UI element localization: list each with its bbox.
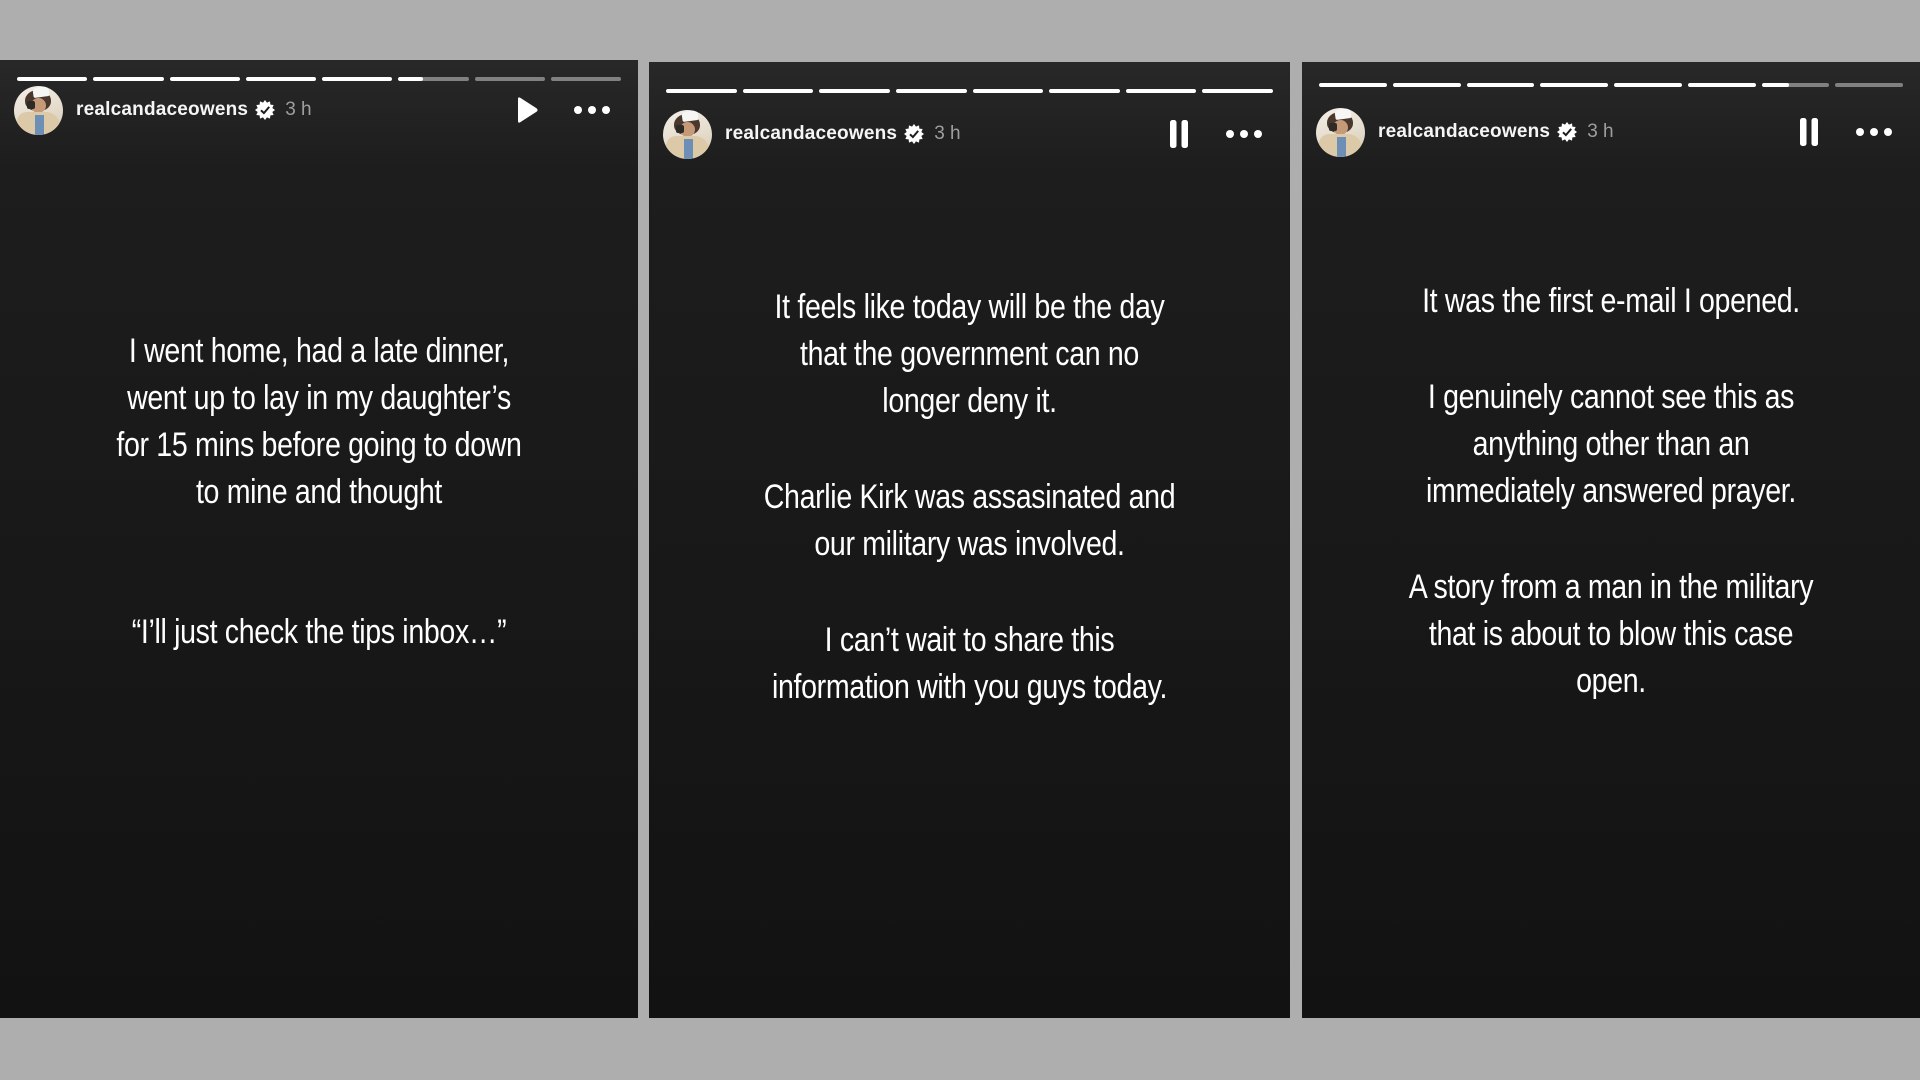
avatar-cap-shape [32,86,49,98]
progress-segment [551,77,621,81]
progress-segment [1688,83,1756,87]
story-panel-1[interactable] [0,60,638,1018]
more-options-button[interactable] [1226,130,1262,138]
progress-segment [475,77,545,81]
story-header [663,106,1272,162]
story-paragraph [59,328,578,516]
story-paragraph [1360,278,1862,325]
progress-segment [1467,83,1535,87]
story-text [1360,278,1862,705]
avatar-cap-shape [681,110,698,122]
story-header [1316,104,1902,160]
progress-segment [1202,89,1273,93]
story-paragraph [1360,374,1862,515]
more-options-button[interactable] [1856,128,1892,136]
story-header [14,82,620,138]
story-panel-2[interactable] [649,62,1290,1018]
story-text [709,284,1231,711]
story-text-line: longer deny it. [882,382,1057,420]
playback-toggle-button[interactable] [1164,118,1194,150]
story-paragraph [709,284,1231,425]
story-text-line: that is about to blow this case [1428,615,1794,653]
dot-icon [602,106,610,114]
story-text-line: immediately answered prayer. [1426,472,1796,510]
progress-segment [1393,83,1461,87]
progress-segment [1614,83,1682,87]
story-text-line: I went home, had a late dinner, [128,332,510,370]
progress-segment [743,89,814,93]
pause-icon [1168,120,1190,148]
progress-segment [93,77,163,81]
avatar-shirt-shape [35,115,44,135]
story-paragraph [1360,564,1862,705]
playback-toggle-button[interactable] [1794,116,1824,148]
timestamp: 3 h [934,123,961,144]
play-icon [515,96,539,124]
dot-icon [1240,130,1248,138]
dot-icon [574,106,582,114]
story-text-line: I can’t wait to share this [824,621,1115,659]
playback-toggle-button[interactable] [512,94,542,126]
story-text-line: anything other than an [1472,425,1750,463]
progress-segment [246,77,316,81]
story-text-line: our military was involved. [814,525,1125,563]
avatar[interactable] [663,110,712,159]
story-paragraph [59,609,578,656]
progress-segment [1319,83,1387,87]
progress-segment [170,77,240,81]
story-paragraph [709,474,1231,568]
avatar[interactable] [14,86,63,135]
username[interactable]: realcandaceowens [725,123,898,144]
dot-icon [1226,130,1234,138]
avatar[interactable] [1316,108,1365,157]
progress-segment [1762,83,1830,87]
dot-icon [588,106,596,114]
story-text-line: It feels like today will be the day [774,288,1165,326]
progress-segment [398,77,468,81]
verified-badge-icon [904,124,924,144]
avatar-camera-shape [27,101,35,109]
progress-segment [322,77,392,81]
story-paragraph [709,617,1231,711]
story-text-line: It was the first e-mail I opened. [1422,282,1800,320]
avatar-camera-shape [1329,123,1337,131]
progress-segment [973,89,1044,93]
story-progress-bar [17,77,621,81]
pause-icon [1798,118,1820,146]
story-progress-bar [666,89,1273,93]
more-options-button[interactable] [574,106,610,114]
avatar-shirt-shape [1337,137,1346,157]
dot-icon [1254,130,1262,138]
progress-segment [17,77,87,81]
story-text-line: “I’ll just check the tips inbox…” [131,613,507,651]
progress-segment [896,89,967,93]
avatar-shirt-shape [684,139,693,159]
username[interactable]: realcandaceowens [76,99,249,120]
progress-segment [819,89,890,93]
story-text-line: information with you guys today. [771,668,1168,706]
progress-segment [1049,89,1120,93]
story-text-line: A story from a man in the military [1408,568,1814,606]
story-text-line: for 15 mins before going to down [116,426,522,464]
verified-badge-icon [1557,122,1577,142]
progress-segment [1835,83,1903,87]
story-text-line: to mine and thought [195,473,443,511]
story-panel-3[interactable] [1302,62,1920,1018]
progress-segment [666,89,737,93]
progress-segment [1126,89,1197,93]
dot-icon [1856,128,1864,136]
avatar-cap-shape [1334,108,1351,120]
story-text-line: I genuinely cannot see this as [1427,378,1795,416]
story-progress-bar [1319,83,1903,87]
story-text [59,328,578,656]
timestamp: 3 h [285,99,312,120]
story-text-line: went up to lay in my daughter’s [127,379,511,417]
story-text-line: that the government can no [800,335,1139,373]
dot-icon [1884,128,1892,136]
dot-icon [1870,128,1878,136]
avatar-camera-shape [676,125,684,133]
story-text-line: Charlie Kirk was assasinated and [763,478,1176,516]
progress-segment [1540,83,1608,87]
username[interactable]: realcandaceowens [1378,121,1551,142]
story-text-line: open. [1576,662,1646,700]
timestamp: 3 h [1587,121,1614,142]
verified-badge-icon [255,100,275,120]
